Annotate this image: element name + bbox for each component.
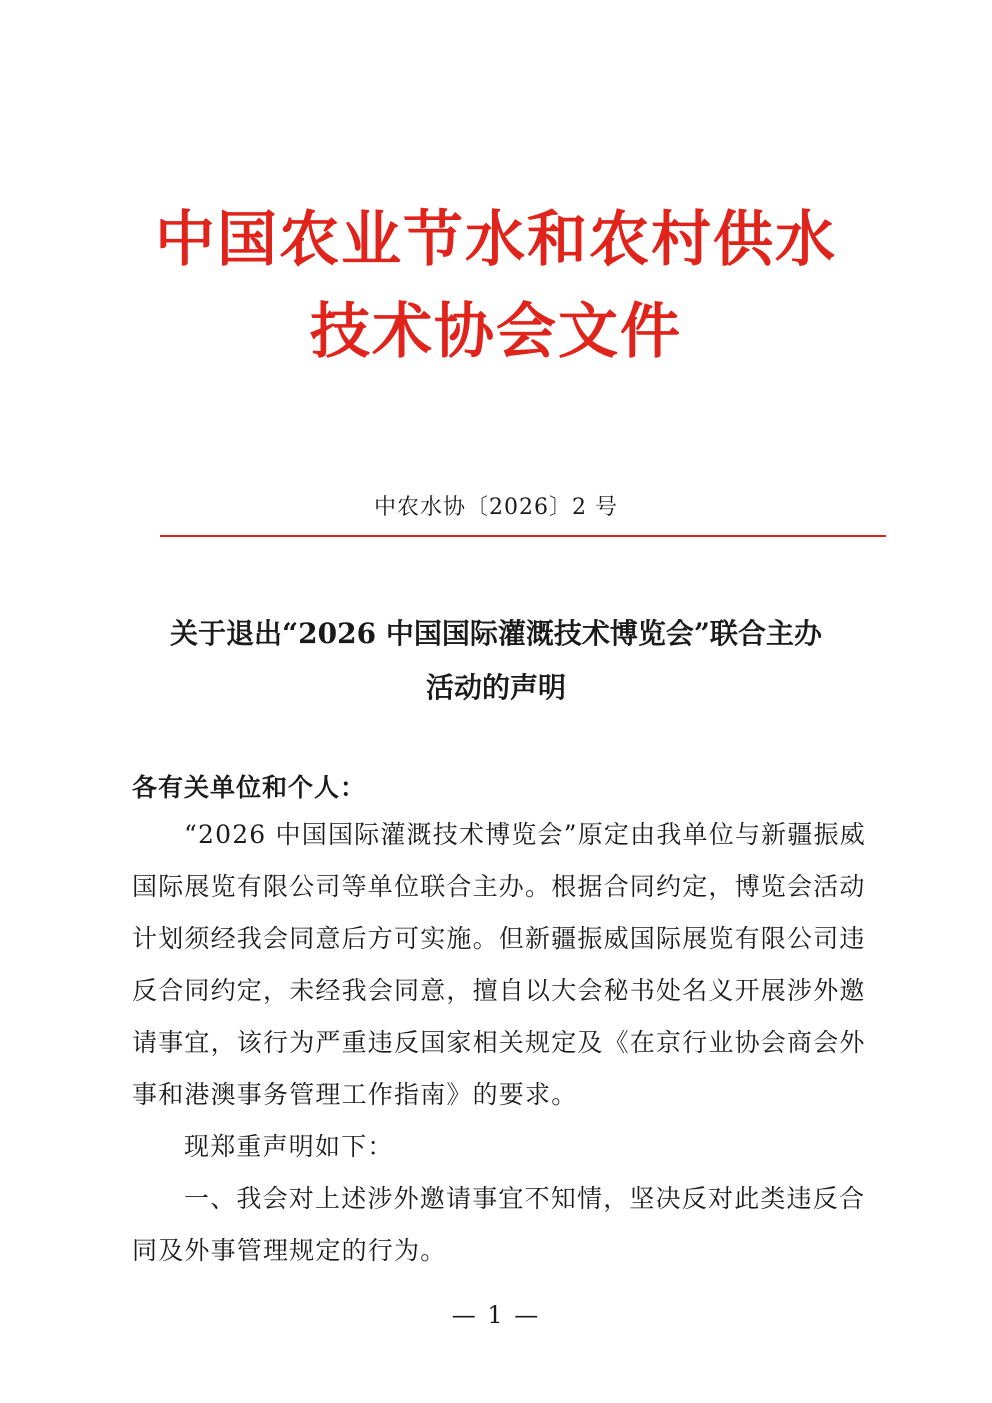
body-line-1: “2026 中国国际灌溉技术博览会”原定由我单位与新疆振威 xyxy=(184,820,866,849)
subject-title-line-2: 活动的声明 xyxy=(425,671,566,704)
document-number: 中农水协〔2026〕2 号 xyxy=(374,495,618,520)
header-title-line-2: 技术协会文件 xyxy=(310,297,682,367)
salutation: 各有关单位和个人： xyxy=(132,773,367,802)
red-divider-line xyxy=(160,535,886,537)
page-number: — 1 — xyxy=(451,1301,541,1329)
body-line-5: 请事宜，该行为严重违反国家相关规定及《在京行业协会商会外 xyxy=(132,1028,866,1057)
body-line-4: 反合同约定，未经我会同意，擅自以大会秘书处名义开展涉外邀 xyxy=(132,976,866,1005)
header-title-line-1: 中国农业节水和农村供水 xyxy=(155,205,837,275)
subject-title-line-1: 关于退出“2026 中国国际灌溉技术博览会”联合主办 xyxy=(170,617,822,650)
body-line-2: 国际展览有限公司等单位联合主办。根据合同约定，博览会活动 xyxy=(132,872,866,901)
body-line-3: 计划须经我会同意后方可实施。但新疆振威国际展览有限公司违 xyxy=(132,924,866,953)
body-line-9: 同及外事管理规定的行为。 xyxy=(132,1236,447,1265)
body-line-6: 事和港澳事务管理工作指南》的要求。 xyxy=(132,1080,578,1109)
body-line-7: 现郑重声明如下： xyxy=(184,1132,394,1161)
body-line-8: 一、我会对上述涉外邀请事宜不知情，坚决反对此类违反合 xyxy=(184,1184,866,1213)
